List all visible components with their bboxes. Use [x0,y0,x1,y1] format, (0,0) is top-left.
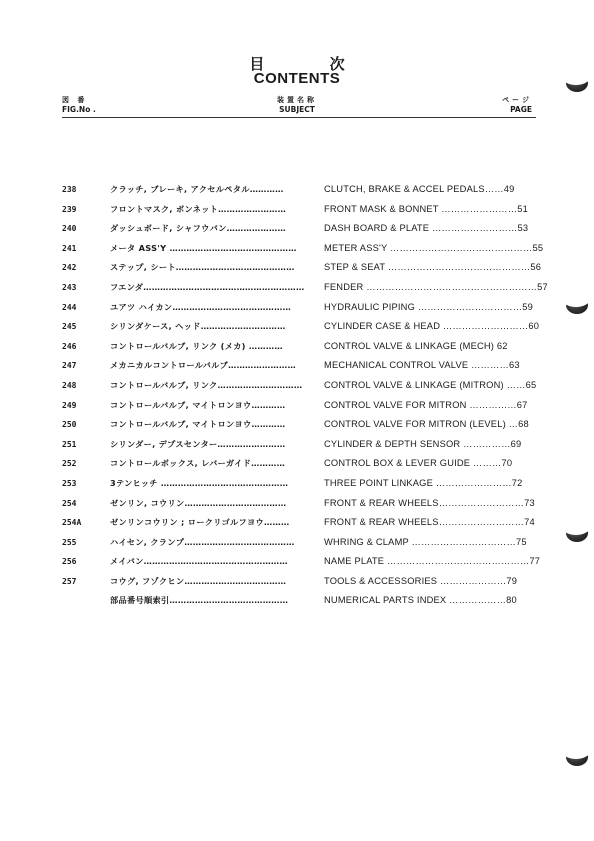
subject-japanese: ダッシュボード, シャフウバン………………… [110,223,286,234]
fig-number: 249 [62,400,77,410]
fig-number: 241 [62,243,77,253]
header-divider [62,117,536,118]
subject-japanese: コントロールバルブ, マイトロンヨウ………… [110,399,286,410]
subject-japanese: フエンダ………………………………………………… [110,281,305,292]
title-japanese: 目 次 [249,55,375,73]
subject-english: CONTROL VALVE FOR MITRON ……………67 [324,399,528,410]
contents-row [62,533,540,553]
fig-number: 245 [62,322,77,332]
header-fig-jp: 図 番 [62,96,88,104]
subject-japanese: ハイセン, クランプ………………………………… [110,536,295,547]
subject-japanese: ユアツ ハイカン…………………………………… [110,301,292,312]
contents-row [62,572,540,592]
contents-row [62,494,540,514]
subject-japanese: メイバン…………………………………………… [110,556,288,567]
contents-row [62,474,540,494]
subject-english: CONTROL VALVE & LINKAGE (MITRON) ……65 [324,379,537,390]
fig-number: 253 [62,478,77,488]
contents-row [62,298,540,318]
binder-hole [566,296,588,314]
subject-english: DASH BOARD & PLATE ………………………53 [324,223,529,234]
contents-row [62,356,540,376]
subject-english: FRONT MASK & BONNET ……………………51 [324,203,529,214]
subject-japanese: シリンダー, デプスセンター…………………… [110,438,286,449]
binder-hole [566,524,588,542]
header-fig-en: FIG.No . [62,105,96,114]
subject-japanese: ステップ, シート…………………………………… [110,262,295,273]
binder-hole [566,748,588,766]
contents-row [62,376,540,396]
contents-row [62,278,548,298]
contents-row [62,219,540,239]
subject-english: FENDER ………………………………………………57 [324,281,548,292]
binder-hole [566,74,588,92]
fig-number: 240 [62,224,77,234]
contents-row [62,337,540,357]
fig-number: 239 [62,204,77,214]
subject-japanese: クラッチ, ブレーキ, アクセルペタル………… [110,184,284,194]
contents-row [62,239,544,259]
subject-english: CYLINDER & DEPTH SENSOR ……………69 [324,438,522,449]
contents-row [62,513,540,533]
contents-row [62,317,540,337]
subject-english: CONTROL VALVE FOR MITRON (LEVEL) …68 [324,419,529,430]
subject-japanese: コントロールバルブ, リンク………………………… [110,379,303,390]
subject-english: NAME PLATE ………………………………………77 [324,556,541,567]
subject-japanese: コントロールバルブ, リンク (メカ) ………… [110,340,283,351]
subject-japanese: メータ ASS'Y ……………………………………… [110,242,297,253]
subject-japanese: ゼンリンコウリン ; ロークリゴルフヨウ……… [110,517,290,528]
subject-japanese: コントロールバルブ, マイトロンヨウ………… [110,419,286,430]
fig-number: 238 [62,185,77,194]
subject-english: THREE POINT LINKAGE ……………………72 [324,477,523,488]
title-english: CONTENTS [253,70,341,87]
fig-number: 247 [62,361,77,371]
contents-row [62,396,540,416]
subject-english: NUMERICAL PARTS INDEX ………………80 [324,595,517,606]
header-page-jp: ページ [502,96,532,104]
contents-list [62,180,548,611]
contents-row [62,258,540,278]
header-subject-en: SUBJECT [279,105,315,114]
subject-english: METER ASS'Y ………………………………………55 [324,242,544,253]
header-subject-jp: 装置名称 [277,96,317,104]
contents-row [62,552,540,572]
fig-number: 254 [62,498,77,508]
header-page-en: PAGE [510,105,532,114]
contents-row [62,454,540,474]
subject-english: WHRING & CLAMP ……………………………75 [324,536,527,547]
fig-number: 250 [62,420,77,430]
subject-japanese: メカニカルコントロールバルブ…………………… [110,360,296,371]
subject-japanese: シリンダケース, ヘッド………………………… [110,321,286,332]
subject-japanese: 部品番号順索引…………………………………… [110,595,289,606]
subject-japanese: コントロールボックス, レバーガイド………… [110,458,286,469]
fig-number: 243 [62,282,77,292]
fig-number: 242 [62,263,77,273]
subject-english: FRONT & REAR WHEELS………………………74 [324,517,535,528]
fig-number: 251 [62,439,77,449]
subject-english: CONTROL VALVE & LINKAGE (MECH) 62 [324,340,508,351]
subject-japanese: コウグ, フゾクヒン……………………………… [110,575,287,586]
contents-row [62,435,540,455]
fig-number: 246 [62,341,77,351]
header-page [502,96,532,114]
subject-japanese: 3テンヒッチ ……………………………………… [110,477,289,488]
fig-number: 248 [62,380,77,390]
fig-number: 244 [62,302,77,312]
fig-number: 255 [62,537,77,547]
contents-row [62,591,540,611]
subject-japanese: フロントマスク, ボンネット…………………… [110,203,287,214]
subject-english: FRONT & REAR WHEELS………………………73 [324,497,535,508]
contents-row [62,415,540,435]
contents-row [62,180,540,200]
fig-number: 257 [62,576,77,586]
fig-number: 252 [62,459,77,469]
subject-english: CYLINDER CASE & HEAD ………………………60 [324,321,540,332]
subject-english: MECHANICAL CONTROL VALVE …………63 [324,360,520,371]
subject-english: TOOLS & ACCESSORIES …………………79 [324,575,518,586]
fig-number: 254A [62,518,82,528]
subject-english: CONTROL BOX & LEVER GUIDE ………70 [324,458,513,469]
fig-number: 256 [62,557,77,567]
contents-row [62,200,540,220]
subject-english: HYDRAULIC PIPING ……………………………59 [324,301,534,312]
subject-japanese: ゼンリン, コウリン……………………………… [110,497,287,508]
subject-english: CLUTCH, BRAKE & ACCEL PEDALS……49 [324,184,515,194]
subject-english: STEP & SEAT ………………………………………56 [324,262,542,273]
